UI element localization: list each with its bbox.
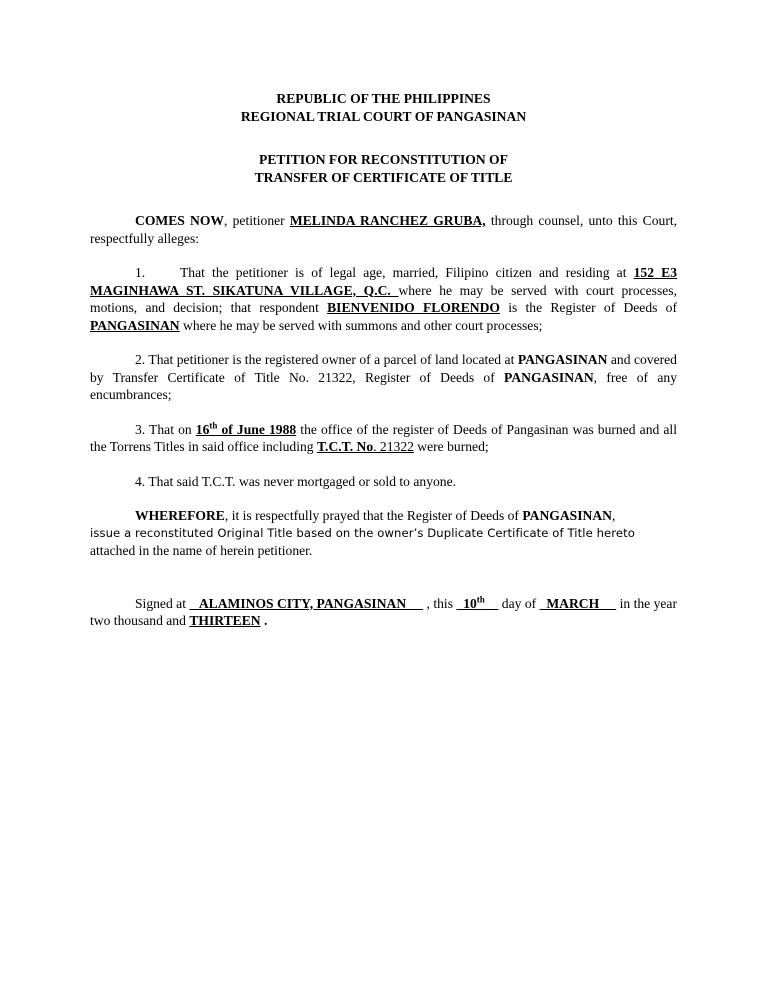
paragraph-2 [90, 351, 677, 404]
paragraph-1-text-4: where he may be served with summons and other court processes; [179, 317, 543, 333]
signed-day-pad [485, 596, 499, 611]
signed-year: THIRTEEN [189, 613, 261, 628]
petitioner-name: MELINDA RANCHEZ GRUBA, [289, 213, 486, 228]
title-line-2: TRANSFER OF CERTIFICATE OF TITLE [254, 169, 513, 185]
petitioner-address: 152 E3 MAGINHAWA ST. SIKATUNA VILLAGE, Q.C. [90, 265, 677, 298]
paragraph-3 [90, 421, 677, 456]
signed-text-5: . [260, 613, 268, 628]
tct-label: T.C.T. No [316, 439, 374, 454]
title-line-1: PETITION FOR RECONSTITUTION OF [259, 152, 508, 167]
comes-now-label: COMES NOW [135, 213, 225, 228]
paragraph-2-text-1: 2. That petitioner is the registered owner of a parcel of land located at [135, 352, 518, 367]
paragraph-2-text-3: , free of any encumbrances; [90, 369, 677, 402]
burn-day-suffix: th [209, 419, 218, 430]
intro-text-1: , petitioner [224, 213, 290, 228]
paragraph-1 [90, 264, 677, 334]
paragraph-1-text-1: That the petitioner is of legal age, married, Filipino citizen and residing at [180, 265, 634, 280]
paragraph-3-text-1: 3. That on [135, 421, 196, 437]
signed-location: ALAMINOS CITY, PANGASINAN [189, 595, 424, 611]
court-header [90, 90, 677, 125]
paragraph-3-text-2: the office of the register of Deeds of Pangasinan was burned and all the Torrens Titles in said office including [90, 421, 677, 454]
wherefore-line-3: attached in the name of herein petitioner. [90, 543, 313, 558]
intro-text-2: through counsel, unto this Court, respectfully alleges: [90, 213, 678, 246]
paragraph-3-text-4: were burned; [413, 439, 489, 454]
paragraph-4: 4. That said T.C.T. was never mortgaged or sold to anyone. [135, 473, 457, 489]
signed-day [456, 593, 498, 611]
paragraph-2-text-2: and covered by Transfer Certificate of Title No. 21322, Register of Deeds of [90, 352, 677, 385]
wherefore-text-1: , it is respectfully prayed that the Register of Deeds of [224, 508, 523, 523]
tct-number: . 21322 [373, 439, 414, 454]
petition-title [90, 151, 677, 186]
register-place: PANGASINAN [90, 317, 180, 333]
paragraph-1-number: 1. [135, 265, 146, 280]
paragraph-1-text-2: where he may be served with court processes, motions, and decision; that respondent [90, 282, 677, 315]
signed-text-2: , this [423, 595, 457, 611]
burn-day: 16 [195, 421, 210, 437]
header-line-2: REGIONAL TRIAL COURT OF PANGASINAN [240, 108, 527, 124]
signed-day-number: 10 [456, 595, 477, 611]
burn-month-year: of June 1988 [217, 421, 297, 437]
document-page [90, 90, 677, 630]
signed-day-suffix: th [476, 593, 485, 604]
wherefore-line-1 [90, 507, 677, 525]
header-line-1: REPUBLIC OF THE PHILIPPINES [276, 91, 491, 106]
paragraph-1-text-3: is the Register of Deeds of [500, 300, 677, 315]
wherefore-text-2: , [611, 508, 616, 523]
signed-month: MARCH [539, 595, 617, 611]
intro-paragraph [90, 212, 677, 247]
wherefore-place: PANGASINAN [522, 508, 612, 523]
signed-text-4: in the year two thousand and [90, 595, 677, 628]
wherefore-paragraph [90, 507, 677, 560]
wherefore-line-2: issue a reconstituted Original Title based on the owner’s Duplicate Certificate of Title hereto [90, 525, 635, 540]
signed-text-1: Signed at [135, 595, 190, 611]
respondent-name: BIENVENIDO FLORENDO [327, 300, 500, 315]
wherefore-label: WHEREFORE [135, 508, 225, 523]
burn-date [195, 419, 297, 437]
signed-text-3: day of [498, 595, 540, 611]
signed-paragraph [90, 595, 677, 630]
land-location: PANGASINAN [517, 352, 608, 367]
register-location: PANGASINAN [504, 369, 594, 385]
